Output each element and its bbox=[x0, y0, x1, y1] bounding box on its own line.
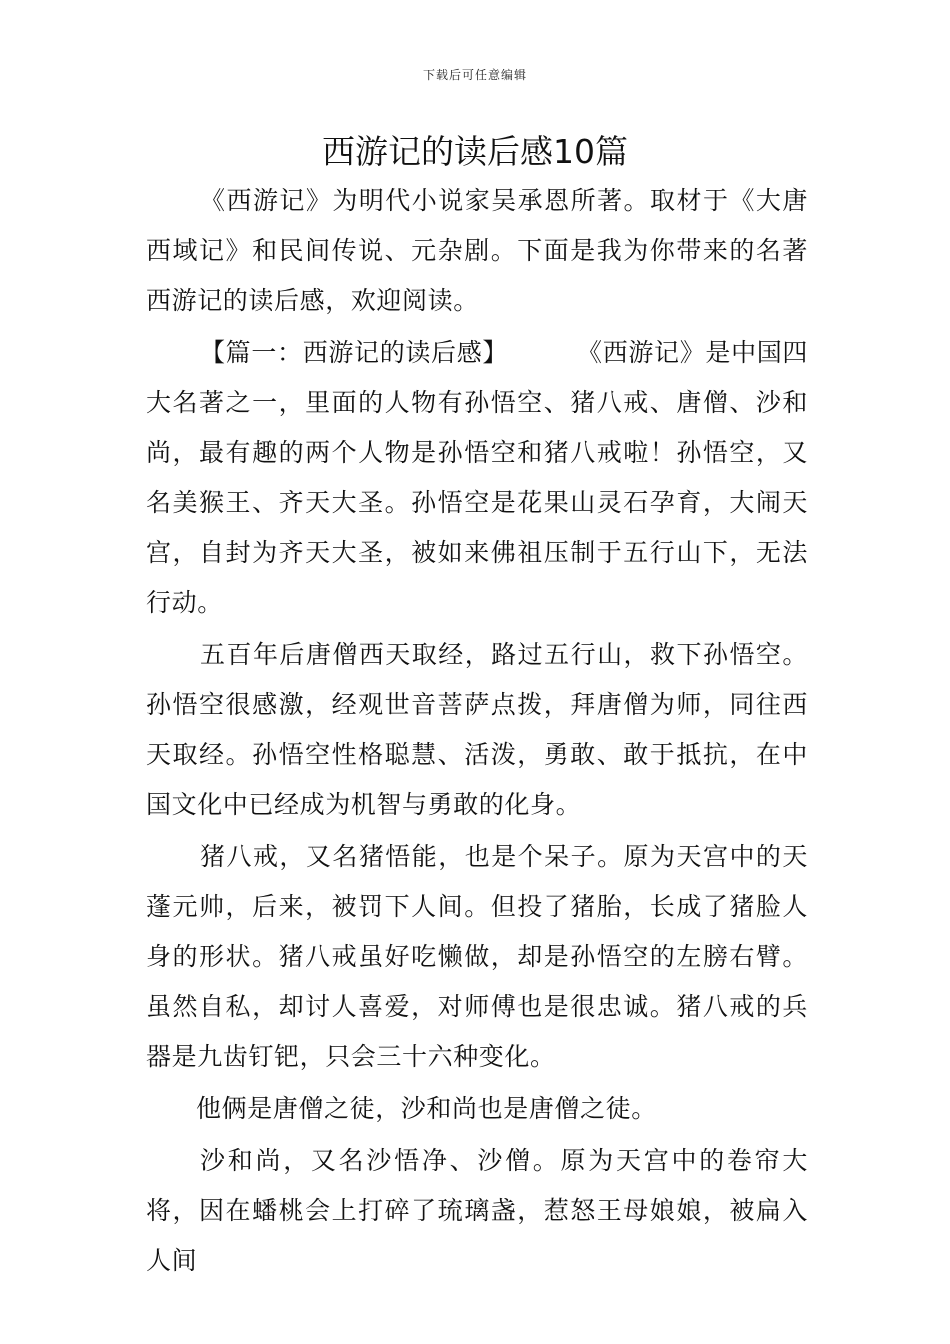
header-note: 下载后可任意编辑 bbox=[422, 68, 527, 82]
section-one-heading: 【篇一：西游记的读后感】 bbox=[200, 338, 509, 367]
section-one-text: 《西游记》是中国四大名著之一，里面的人物有孙悟空、猪八戒、唐僧、沙和尚，最有趣的两个人物是孙悟空和猪八戒啦！孙悟空，又名美猴王、齐天大圣。孙悟空是花果山灵石孕育，大闹天宫，自封为齐天大圣，被如来佛祖压制于五行山下，无法行动。 bbox=[146, 338, 809, 617]
document-body bbox=[146, 176, 808, 1286]
paragraph-sha-heshang: 沙和尚，又名沙悟净、沙僧。原为天宫中的卷帘大将，因在蟠桃会上打碎了琉璃盏，惹怒王母娘娘，被扁入人间 bbox=[146, 1146, 808, 1275]
section-spacer bbox=[508, 338, 577, 367]
intro-paragraph: 《西游记》为明代小说家吴承恩所著。取材于《大唐西域记》和民间传说、元杂剧。下面是我为你带来的名著西游记的读后感，欢迎阅读。 bbox=[146, 186, 808, 315]
section-one-paragraph bbox=[146, 328, 808, 628]
paragraph-zhu-bajie: 猪八戒，又名猪悟能，也是个呆子。原为天宫中的天蓬元帅，后来，被罚下人间。但投了猪胎，长成了猪脸人身的形状。猪八戒虽好吃懒做，却是孙悟空的左膀右臂。虽然自私，却讨人喜爱，对师傅也是很忠诚。猪八戒的兵器是九齿钉钯，只会三十六种变化。 bbox=[146, 842, 808, 1071]
page-title: 西游记的读后感10篇 bbox=[322, 132, 628, 171]
paragraph-disciples: 他俩是唐僧之徒，沙和尚也是唐僧之徒。 bbox=[196, 1094, 657, 1123]
paragraph-tang-seng: 五百年后唐僧西天取经，路过五行山，救下孙悟空。孙悟空很感激，经观世音菩萨点拨，拜唐僧为师，同往西天取经。孙悟空性格聪慧、活泼，勇敢、敢于抵抗，在中国文化中已经成为机智与勇敢的化身。 bbox=[146, 640, 808, 819]
